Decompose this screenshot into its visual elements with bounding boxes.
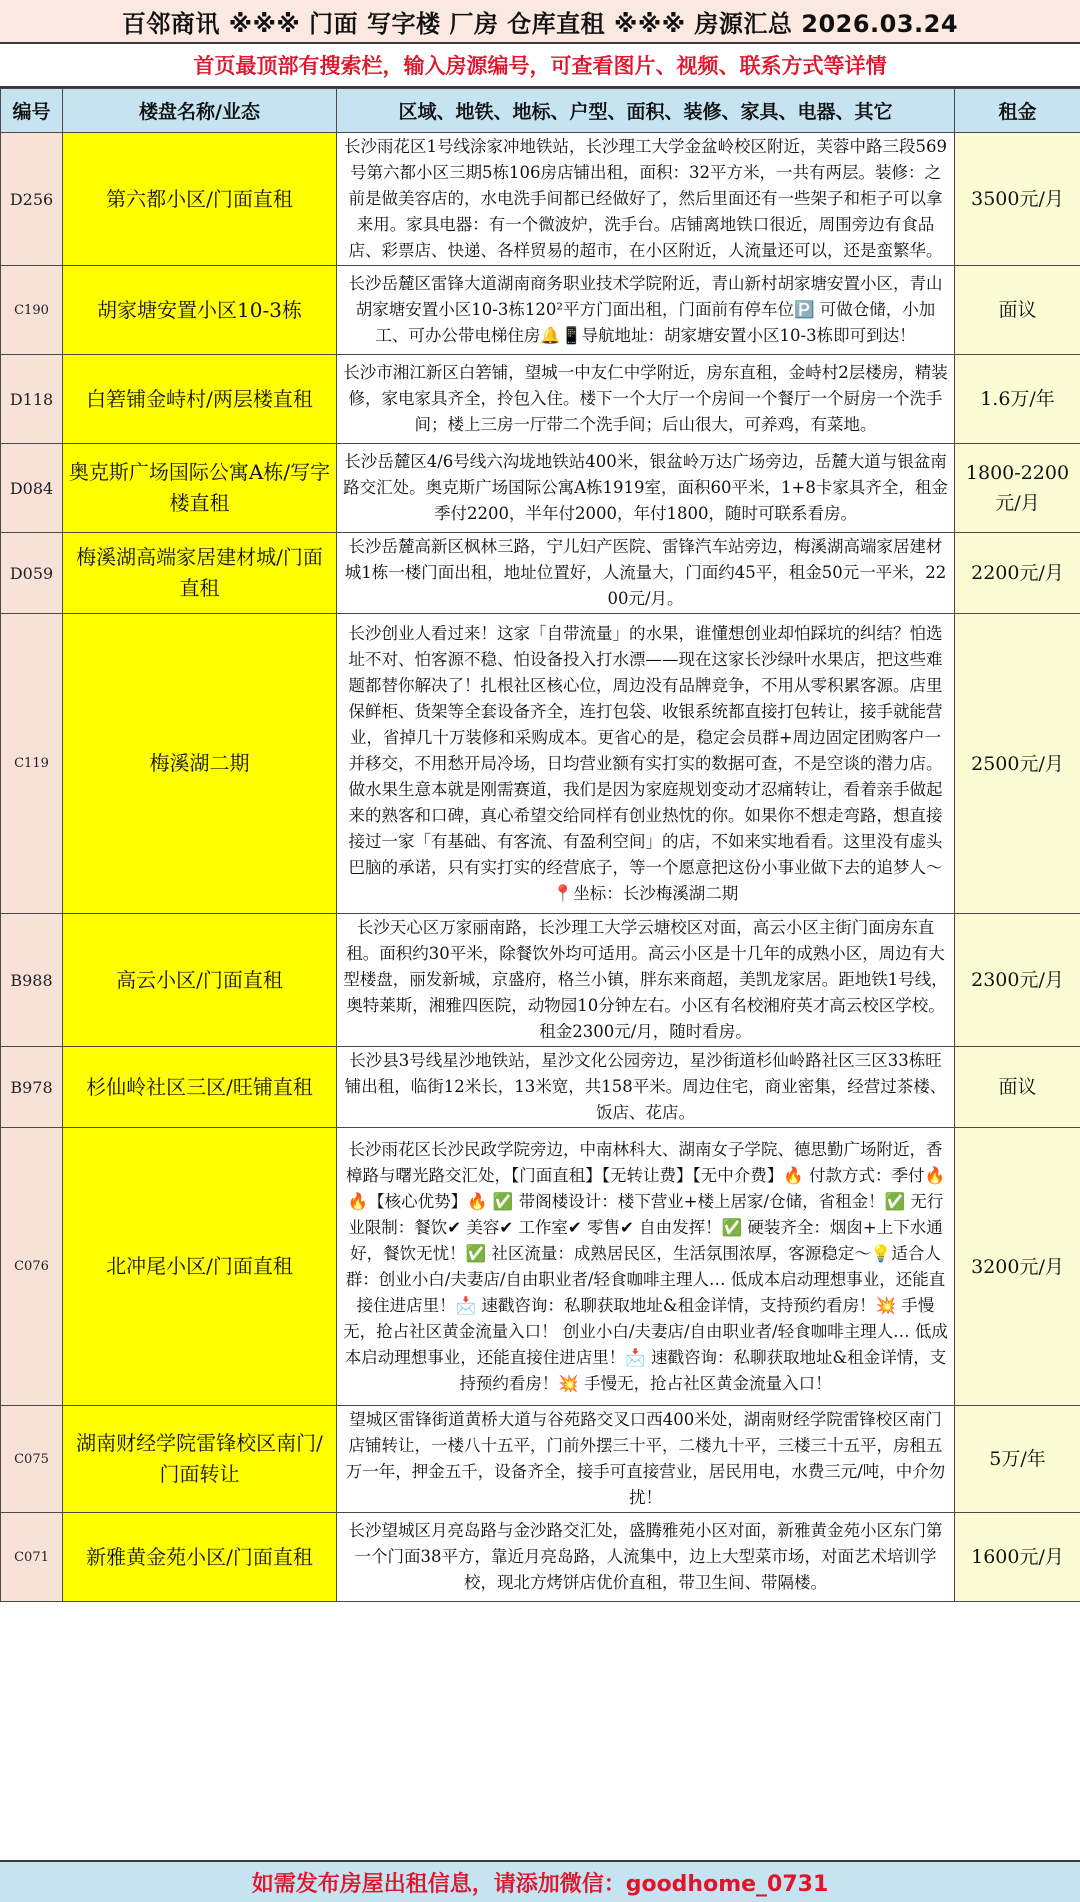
listing-name: 奥克斯广场国际公寓A栋/写字楼直租 <box>63 444 337 533</box>
listing-rent: 2500元/月 <box>955 614 1080 914</box>
listing-description: 长沙县3号线星沙地铁站，星沙文化公园旁边，星沙街道杉仙岭路社区三区33栋旺铺出租，临街12米长，13米宽，共158平米。周边住宅，商业密集，经营过茶楼、饭店、花店。 <box>337 1047 955 1128</box>
listing-code: C075 <box>1 1406 63 1513</box>
listing-rent: 1.6万/年 <box>955 355 1080 444</box>
table-row[interactable] <box>1 1406 1080 1513</box>
table-row[interactable] <box>1 355 1080 444</box>
listing-code: D118 <box>1 355 63 444</box>
listing-code: C071 <box>1 1513 63 1602</box>
listing-description: 长沙岳麓高新区枫林三路，宁儿妇产医院、雷锋汽车站旁边，梅溪湖高端家居建材城1栋一楼门面出租，地址位置好，人流量大，门面约45平，租金50元一平米，2200元/月。 <box>337 533 955 614</box>
listing-code: D084 <box>1 444 63 533</box>
listing-name: 梅溪湖二期 <box>63 614 337 914</box>
listing-name: 新雅黄金苑小区/门面直租 <box>63 1513 337 1602</box>
table-row[interactable] <box>1 914 1080 1047</box>
listings-table <box>0 88 1080 1602</box>
table-row[interactable] <box>1 444 1080 533</box>
table-row[interactable] <box>1 1128 1080 1406</box>
listing-rent: 1600元/月 <box>955 1513 1080 1602</box>
column-header-desc: 区域、地铁、地标、户型、面积、装修、家具、电器、其它 <box>337 89 955 133</box>
listing-code: D256 <box>1 133 63 266</box>
listing-rent: 2200元/月 <box>955 533 1080 614</box>
listing-rent: 2300元/月 <box>955 914 1080 1047</box>
column-header-name: 楼盘名称/业态 <box>63 89 337 133</box>
listing-description: 长沙望城区月亮岛路与金沙路交汇处，盛腾雅苑小区对面，新雅黄金苑小区东门第一个门面38平方，靠近月亮岛路，人流集中，边上大型菜市场，对面艺术培训学校，现北方烤饼店优价直租，带卫生间、带隔楼。 <box>337 1513 955 1602</box>
listing-description: 长沙雨花区1号线涂家冲地铁站，长沙理工大学金盆岭校区附近，芙蓉中路三段569号第六都小区三期5栋106房店铺出租，面积：32平方米，一共有两层。装修：之前是做美容店的，水电洗手间都已经做好了，然后里面还有一些架子和柜子可以拿来用。家具电器：有一个微波炉，洗手台。店铺离地铁口很近，周围旁边有食品店、彩票店、快递、各样贸易的超市，在小区附近，人流量还可以，还是蛮繁华。 <box>337 133 955 266</box>
listing-description: 长沙天心区万家丽南路，长沙理工大学云塘校区对面，高云小区主街门面房东直租。面积约30平米，除餐饮外均可适用。高云小区是十几年的成熟小区，周边有大型楼盘，丽发新城，京盛府，格兰小镇，胖东来商超，美凯龙家居。距地铁1号线，奥特莱斯，湘雅四医院，动物园10分钟左右。小区有名校湘府英才高云校区学校。租金2300元/月，随时看房。 <box>337 914 955 1047</box>
listing-code: C076 <box>1 1128 63 1406</box>
search-notice: 首页最顶部有搜索栏，输入房源编号，可查看图片、视频、联系方式等详情 <box>0 44 1080 88</box>
table-header-row <box>1 89 1080 133</box>
listing-description: 长沙岳麓区4/6号线六沟垅地铁站400米，银盆岭万达广场旁边，岳麓大道与银盆南路交汇处。奥克斯广场国际公寓A栋1919室，面积60平米，1+8卡家具齐全，租金季付2200，半年付2000，年付1800，随时可联系看房。 <box>337 444 955 533</box>
listing-code: C190 <box>1 266 63 355</box>
table-row[interactable] <box>1 614 1080 914</box>
listing-description: 长沙岳麓区雷锋大道湖南商务职业技术学院附近，青山新村胡家塘安置小区，青山胡家塘安置小区10-3栋120²平方门面出租，门面前有停车位🅿️ 可做仓储，小加工、可办公带电梯住房🔔📱导航地址：胡家塘安置小区10-3栋即可到达！ <box>337 266 955 355</box>
listing-rent: 1800-2200元/月 <box>955 444 1080 533</box>
listing-name: 高云小区/门面直租 <box>63 914 337 1047</box>
contact-footer: 如需发布房屋出租信息，请添加微信：goodhome_0731 <box>0 1860 1080 1902</box>
table-row[interactable] <box>1 133 1080 266</box>
listing-description: 长沙雨花区长沙民政学院旁边，中南林科大、湖南女子学院、德思勤广场附近，香樟路与曙光路交汇处，【门面直租】【无转让费】【无中介费】🔥 付款方式：季付🔥 🔥【核心优势】🔥 ✅ 带阁楼设计：楼下营业+楼上居家/仓储，省租金！✅ 无行业限制：餐饮✔ 美容✔ 工作室✔ 零售✔ 自由发挥！✅ 硬装齐全：烟囱+上下水通好，餐饮无忧！✅ 社区流量：成熟居民区，生活氛围浓厚，客源稳定～💡适合人群：创业小白/夫妻店/自由职业者/轻食咖啡主理人… 低成本启动理想事业，还能直接住进店里！📩 速戳咨询：私聊获取地址&租金详情，支持预约看房！💥 手慢无，抢占社区黄金流量入口！ 创业小白/夫妻店/自由职业者/轻食咖啡主理人… 低成本启动理想事业，还能直接住进店里！📩 速戳咨询：私聊获取地址&租金详情，支持预约看房！💥 手慢无，抢占社区黄金流量入口！ <box>337 1128 955 1406</box>
listing-code: B978 <box>1 1047 63 1128</box>
listing-rent: 3200元/月 <box>955 1128 1080 1406</box>
listing-rent: 5万/年 <box>955 1406 1080 1513</box>
listing-code: C119 <box>1 614 63 914</box>
table-row[interactable] <box>1 266 1080 355</box>
listing-code: B988 <box>1 914 63 1047</box>
listing-name: 第六都小区/门面直租 <box>63 133 337 266</box>
listing-name: 胡家塘安置小区10-3栋 <box>63 266 337 355</box>
column-header-rent: 租金 <box>955 89 1080 133</box>
sheet-title: 百邻商讯 ※※※ 门面 写字楼 厂房 仓库直租 ※※※ 房源汇总 2026.03.24 <box>0 0 1080 44</box>
table-row[interactable] <box>1 533 1080 614</box>
listing-name: 湖南财经学院雷锋校区南门/门面转让 <box>63 1406 337 1513</box>
listing-rent: 面议 <box>955 266 1080 355</box>
listing-name: 梅溪湖高端家居建材城/门面直租 <box>63 533 337 614</box>
table-row[interactable] <box>1 1513 1080 1602</box>
listing-name: 北冲尾小区/门面直租 <box>63 1128 337 1406</box>
listing-rent: 面议 <box>955 1047 1080 1128</box>
column-header-code: 编号 <box>1 89 63 133</box>
listing-description: 长沙创业人看过来！这家「自带流量」的水果，谁懂想创业却怕踩坑的纠结？怕选址不对、怕客源不稳、怕设备投入打水漂——现在这家长沙绿叶水果店，把这些难题都替你解决了！扎根社区核心位，周边没有品牌竞争，不用从零积累客源。店里保鲜柜、货架等全套设备齐全，连打包袋、收银系统都直接打包转让，接手就能营业，省掉几十万装修和采购成本。更省心的是，稳定会员群+周边固定团购客户一并移交，不用愁开局冷场，日均营业额有实打实的数据可查，不是空谈的潜力店。做水果生意本就是刚需赛道，我们是因为家庭规划变动才忍痛转让，看着亲手做起来的熟客和口碑，真心希望交给同样有创业热忱的你。如果你不想走弯路，想直接接过一家「有基础、有客流、有盈利空间」的店，不如来实地看看。这里没有虚头巴脑的承诺，只有实打实的经营底子，等一个愿意把这份小事业做下去的追梦人～📍坐标：长沙梅溪湖二期 <box>337 614 955 914</box>
table-row[interactable] <box>1 1047 1080 1128</box>
listing-name: 杉仙岭社区三区/旺铺直租 <box>63 1047 337 1128</box>
listing-code: D059 <box>1 533 63 614</box>
listing-description: 望城区雷锋街道黄桥大道与谷苑路交叉口西400米处，湖南财经学院雷锋校区南门店铺转让，一楼八十五平，门前外摆三十平，二楼九十平，三楼三十五平，房租五万一年，押金五千，设备齐全，接手可直接营业，居民用电，水费三元/吨，中介勿扰！ <box>337 1406 955 1513</box>
listing-rent: 3500元/月 <box>955 133 1080 266</box>
listing-name: 白箬铺金峙村/两层楼直租 <box>63 355 337 444</box>
listing-description: 长沙市湘江新区白箬铺，望城一中友仁中学附近，房东直租，金峙村2层楼房，精装修，家电家具齐全，拎包入住。楼下一个大厅一个房间一个餐厅一个厨房一个洗手间；楼上三房一厅带二个洗手间；后山很大，可养鸡，有菜地。 <box>337 355 955 444</box>
